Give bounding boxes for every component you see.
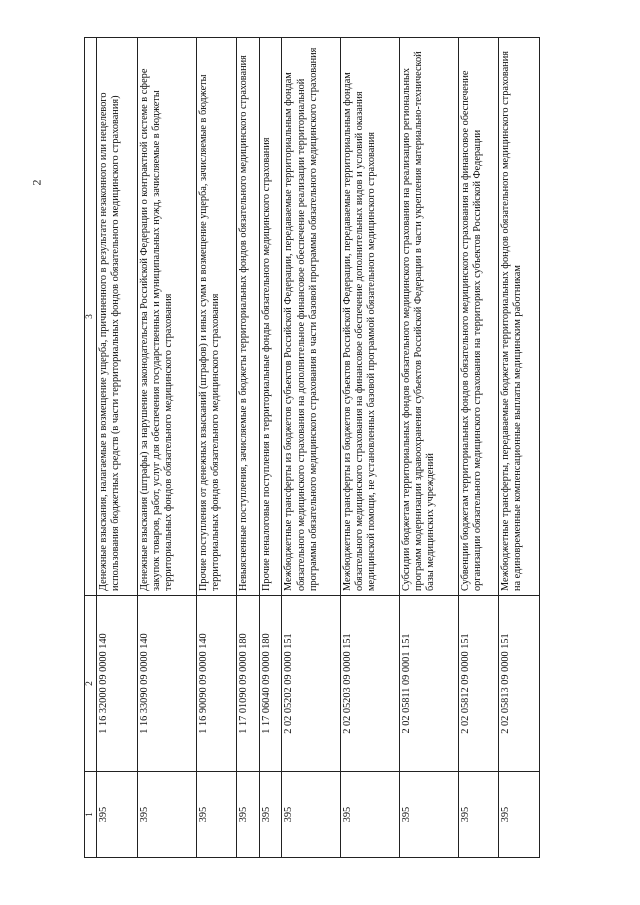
row-code: 395 bbox=[237, 772, 260, 858]
table-row bbox=[499, 38, 540, 858]
row-budget-code: 1 16 90090 09 0000 140 bbox=[196, 596, 237, 772]
row-description: Межбюджетные трансферты из бюджетов субъектов Российской Федерации, передаваемые территориальным фондам обязательного медицинского страхования на дополнительное финансовое обеспечение реализации территориальной программы обязательного медицинского страхования в части базовой программы обязательного медицинского страхования bbox=[282, 38, 341, 596]
row-code: 395 bbox=[458, 772, 499, 858]
rotated-page-area bbox=[84, 38, 540, 858]
row-code: 395 bbox=[341, 772, 400, 858]
budget-codes-table bbox=[84, 37, 540, 858]
row-code: 395 bbox=[97, 772, 138, 858]
row-description: Субсидии бюджетам территориальных фондов обязательного медицинского страхования на реализацию региональных программ модернизации здравоохранения субъектов Российской Федерации в части укрепления материально-технической базы медицинских учреждений bbox=[399, 38, 458, 596]
row-budget-code: 1 16 33090 09 0000 140 bbox=[137, 596, 196, 772]
row-description: Прочие неналоговые поступления в территориальные фонды обязательного медицинского страхования bbox=[259, 38, 282, 596]
row-description: Межбюджетные трансферты из бюджетов субъектов Российской Федерации, передаваемые территориальным фондам обязательного медицинского страхования на финансовое обеспечение дополнительных видов и условий оказания медицинской помощи, не установленных базовой программой обязательного медицинского страхования bbox=[341, 38, 400, 596]
table-row bbox=[97, 38, 138, 858]
row-description: Межбюджетные трансферты, передаваемые бюджетам территориальных фондов обязательного медицинского страхования на единовременные компенсационные выплаты медицинским работникам bbox=[499, 38, 540, 596]
row-code: 395 bbox=[259, 772, 282, 858]
row-budget-code: 1 16 32000 09 0000 140 bbox=[97, 596, 138, 772]
row-code: 395 bbox=[137, 772, 196, 858]
row-budget-code: 2 02 05811 09 0001 151 bbox=[399, 596, 458, 772]
row-code: 395 bbox=[399, 772, 458, 858]
row-description: Денежные взыскания, налагаемые в возмещение ущерба, причиненного в результате незаконного или нецелевого использования бюджетных средств (в части территориальных фондов обязательного медицинского страхования) bbox=[97, 38, 138, 596]
row-description: Невыясненные поступления, зачисляемые в бюджеты территориальных фондов обязательного медицинского страхования bbox=[237, 38, 260, 596]
table-row bbox=[458, 38, 499, 858]
header-col-3: 3 bbox=[85, 38, 97, 596]
header-col-2: 2 bbox=[85, 596, 97, 772]
row-budget-code: 1 17 06040 09 0000 180 bbox=[259, 596, 282, 772]
table-row bbox=[399, 38, 458, 858]
row-budget-code: 2 02 05812 09 0000 151 bbox=[458, 596, 499, 772]
row-code: 395 bbox=[499, 772, 540, 858]
row-budget-code: 1 17 01090 09 0000 180 bbox=[237, 596, 260, 772]
row-code: 395 bbox=[196, 772, 237, 858]
page-number: 2 bbox=[29, 179, 44, 186]
table-row bbox=[341, 38, 400, 858]
row-description: Прочие поступления от денежных взысканий (штрафов) и иных сумм в возмещение ущерба, зачисляемые в бюджеты территориальных фондов обязательного медицинского страхования bbox=[196, 38, 237, 596]
row-code: 395 bbox=[282, 772, 341, 858]
row-budget-code: 2 02 05203 09 0000 151 bbox=[341, 596, 400, 772]
header-col-1: 1 bbox=[85, 772, 97, 858]
row-budget-code: 2 02 05813 09 0000 151 bbox=[499, 596, 540, 772]
row-description: Денежные взыскания (штрафы) за нарушение законодательства Российской Федерации о контрактной системе в сфере закупок товаров, работ, услуг для обеспечения государственных и муниципальных нужд, зачисляемые в бюджеты территориальных фондов обязательного медицинского страхования bbox=[137, 38, 196, 596]
table-header-row bbox=[85, 38, 97, 858]
table-body bbox=[97, 38, 540, 858]
table-container bbox=[84, 38, 540, 858]
row-description: Субвенции бюджетам территориальных фондов обязательного медицинского страхования на финансовое обеспечение организации обязательного медицинского страхования на территориях субъектов Российской Федерации bbox=[458, 38, 499, 596]
table-row bbox=[137, 38, 196, 858]
table-row bbox=[237, 38, 260, 858]
table-row bbox=[282, 38, 341, 858]
row-budget-code: 2 02 05202 09 0000 151 bbox=[282, 596, 341, 772]
table-row bbox=[196, 38, 237, 858]
table-row bbox=[259, 38, 282, 858]
